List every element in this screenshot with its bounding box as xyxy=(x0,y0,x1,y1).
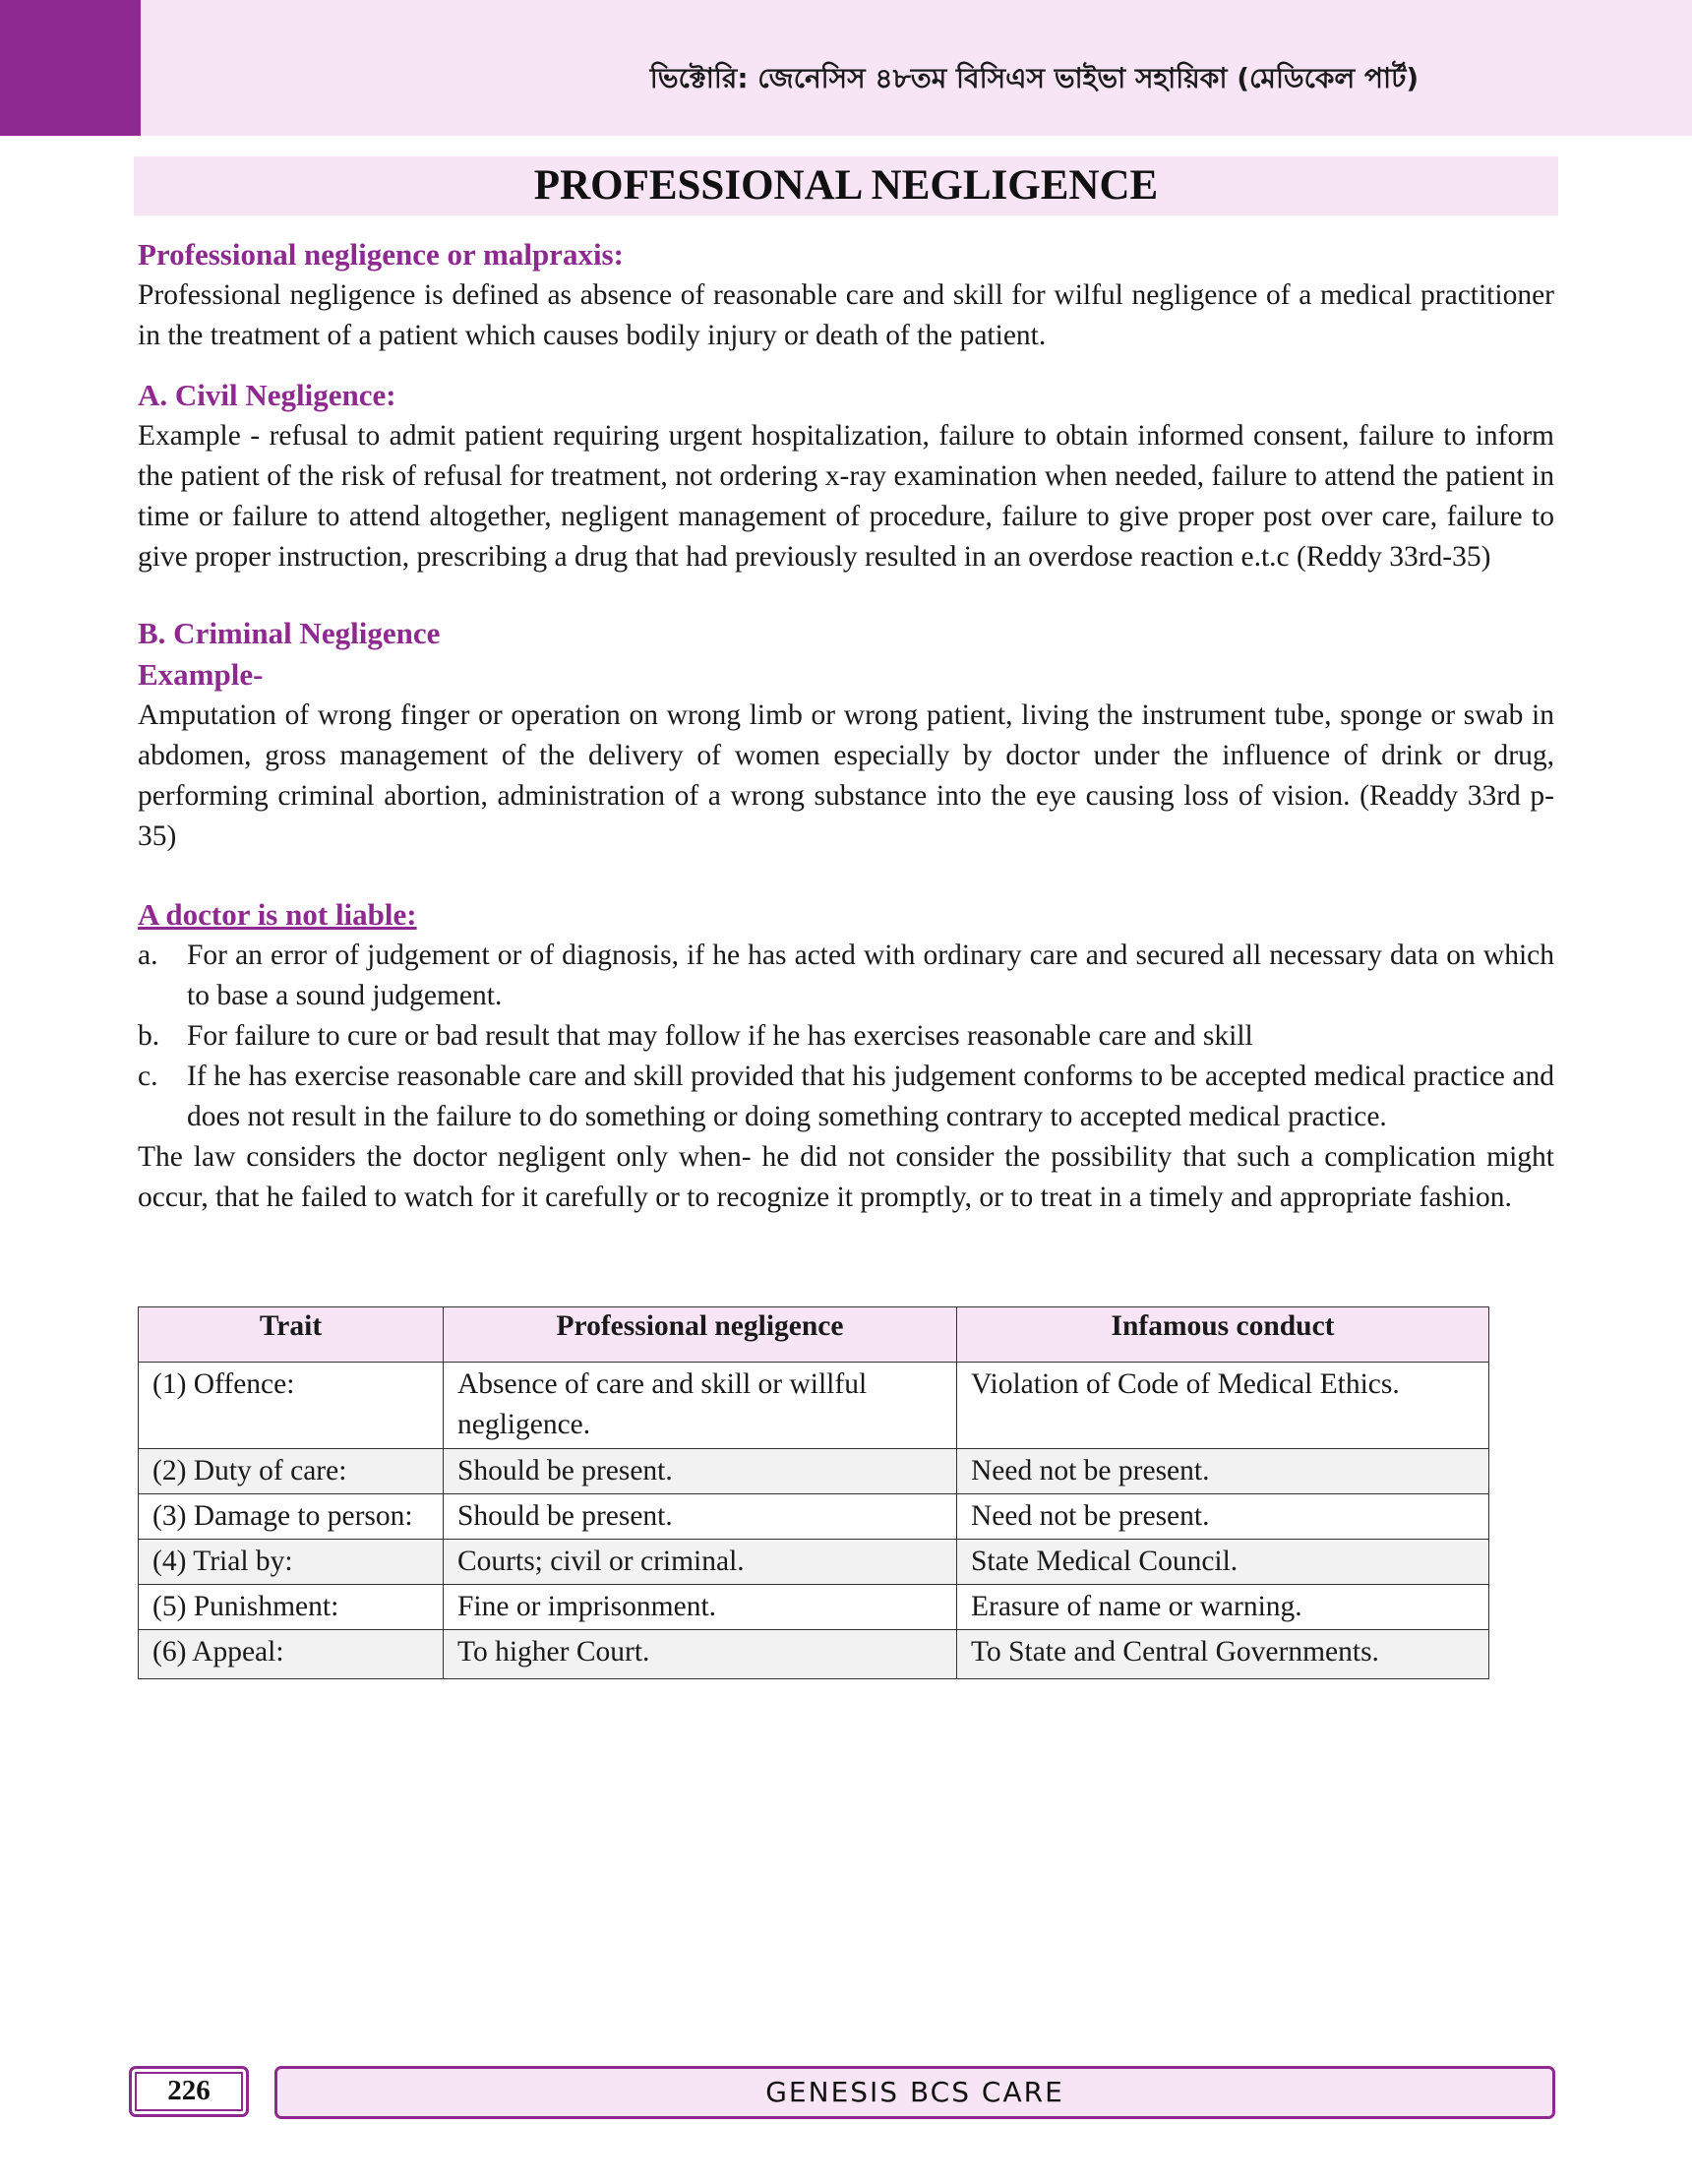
table-cell: Fine or imprisonment. xyxy=(444,1585,957,1630)
table-row xyxy=(139,1540,1489,1585)
table-row xyxy=(139,1494,1489,1540)
table-cell: (3) Damage to person: xyxy=(139,1494,444,1540)
table-cell: Need not be present. xyxy=(957,1449,1489,1494)
list-marker: b. xyxy=(138,1020,160,1052)
not-liable-closing: The law considers the doctor negligent only when- he did not consider the possibility that such a complication might occur, that he failed to watch for it carefully or to recognize it promptly, or to treat in a timely and appropriate fashion. xyxy=(138,1141,1554,1213)
table-cell: Courts; civil or criminal. xyxy=(444,1540,957,1585)
table-row xyxy=(139,1449,1489,1494)
criminal-example-subheading: Example- xyxy=(138,657,264,692)
not-liable-heading: A doctor is not liable: xyxy=(138,897,417,932)
table-row xyxy=(139,1363,1489,1449)
table-cell: (1) Offence: xyxy=(139,1363,444,1449)
table-row xyxy=(139,1585,1489,1630)
list-item-text: If he has exercise reasonable care and skill provided that his judgement conforms to be accepted medical practice and does not result in the failure to do something or doing something contrary to accepted medical practice. xyxy=(187,1061,1554,1132)
list-item-text: For an error of judgement or of diagnosis, if he has acted with ordinary care and secured all necessary data on which to base a sound judgement. xyxy=(187,940,1554,1011)
table-row xyxy=(139,1630,1489,1679)
criminal-negligence-body: Amputation of wrong finger or operation on wrong limb or wrong patient, living the instrument tube, sponge or swab in abdomen, gross management of the delivery of women especially by doctor under the influence of drink or drug, performing criminal abortion, administration of a wrong substance into the eye causing loss of vision. (Readdy 33rd p- 35) xyxy=(138,699,1554,852)
definition-body: Professional negligence is defined as absence of reasonable care and skill for wilful negligence of a medical practitioner in the treatment of a patient which causes bodily injury or death of the patient. xyxy=(138,279,1554,351)
column-header-infamous-conduct: Infamous conduct xyxy=(957,1307,1489,1363)
list-marker: c. xyxy=(138,1061,158,1092)
table-header-row xyxy=(139,1307,1489,1363)
running-title: ভিক্টোরি: জেনেসিস ৪৮তম বিসিএস ভাইভা সহায়িকা (মেডিকেল পার্ট) xyxy=(649,62,1420,94)
civil-negligence-heading: A. Civil Negligence: xyxy=(138,378,396,412)
table-cell: Violation of Code of Medical Ethics. xyxy=(957,1363,1489,1449)
table-cell: State Medical Council. xyxy=(957,1540,1489,1585)
table-cell: Absence of care and skill or willful negligence. xyxy=(444,1363,957,1449)
footer-brand: GENESIS BCS CARE xyxy=(274,2066,1555,2119)
list-item xyxy=(138,1016,1554,1057)
table-cell: (6) Appeal: xyxy=(139,1630,444,1679)
column-header-trait: Trait xyxy=(139,1307,444,1363)
table-cell: (5) Punishment: xyxy=(139,1585,444,1630)
list-marker: a. xyxy=(138,940,158,971)
column-header-professional-negligence: Professional negligence xyxy=(444,1307,957,1363)
not-liable-list xyxy=(138,936,1554,1137)
header-accent-tab xyxy=(0,0,141,136)
table-cell: (2) Duty of care: xyxy=(139,1449,444,1494)
table-cell: Erasure of name or warning. xyxy=(957,1585,1489,1630)
list-item xyxy=(138,936,1554,1016)
main-content xyxy=(138,234,1554,1218)
page-title: PROFESSIONAL NEGLIGENCE xyxy=(134,156,1558,215)
definition-heading: Professional negligence or malpraxis: xyxy=(138,237,624,272)
list-item xyxy=(138,1057,1554,1137)
spacer xyxy=(138,857,1554,898)
table-cell: To State and Central Governments. xyxy=(957,1630,1489,1679)
comparison-table xyxy=(138,1306,1489,1679)
table-cell: To higher Court. xyxy=(444,1630,957,1679)
list-item-text: For failure to cure or bad result that may follow if he has exercises reasonable care and skill xyxy=(187,1020,1253,1052)
criminal-negligence-heading: B. Criminal Negligence xyxy=(138,616,441,650)
civil-negligence-body: Example - refusal to admit patient requiring urgent hospitalization, failure to obtain informed consent, failure to inform the patient of the risk of refusal for treatment, not ordering x-ray examination when needed, failure to attend the patient in time or failure to attend altogether, negligent management of procedure, failure to give proper post over care, failure to give proper instruction, prescribing a drug that had previously resulted in an overdose reaction e.t.c (Reddy 33rd-35) xyxy=(138,420,1554,573)
table-cell: Should be present. xyxy=(444,1494,957,1540)
page-number: 226 xyxy=(129,2066,249,2117)
table-cell: Need not be present. xyxy=(957,1494,1489,1540)
table-cell: Should be present. xyxy=(444,1449,957,1494)
table-cell: (4) Trial by: xyxy=(139,1540,444,1585)
